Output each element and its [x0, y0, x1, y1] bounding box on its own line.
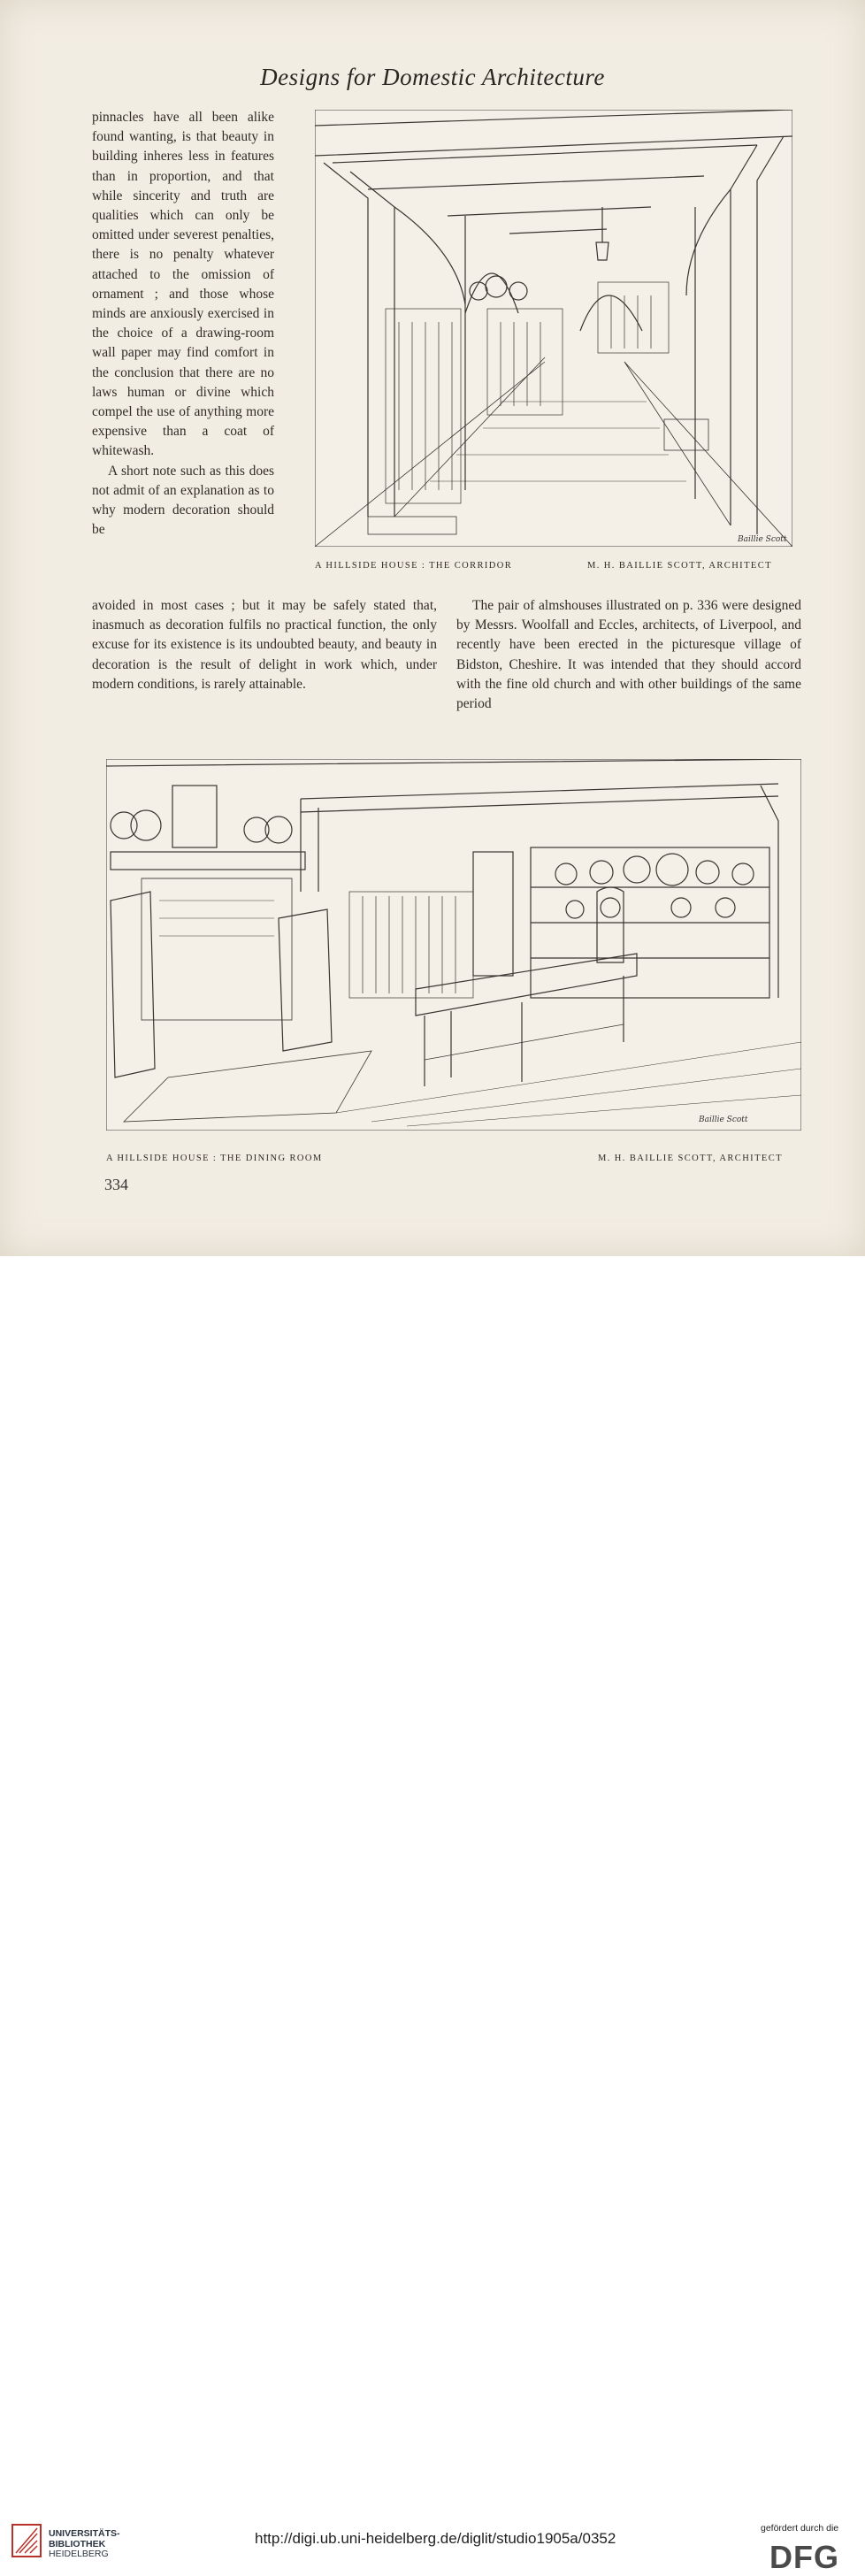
right-text-column — [456, 596, 801, 714]
dining-room-caption-architect: M. H. BAILLIE SCOTT, ARCHITECT — [598, 1154, 783, 1163]
corridor-illustration — [315, 110, 792, 547]
scanned-page — [0, 0, 865, 1256]
sponsor-note: gefördert durch die — [761, 2523, 839, 2534]
paragraph: The pair of almshouses illustrated on p. 336 were designed by Messrs. Woolfall and Eccles, architects, of Liverpool, and recently have been erected in the picturesque village of Bidston, Cheshire. It was intended that they should accord with the fine old church and with other buildings of the same period — [456, 598, 801, 712]
footer-bar — [0, 1256, 865, 2575]
library-logo-icon — [11, 2523, 42, 2558]
corridor-caption-title: A HILLSIDE HOUSE : THE CORRIDOR — [315, 561, 513, 571]
paragraph: A short note such as this does not admit of an explanation as to why modern decoration should be — [92, 463, 274, 538]
page-number: 334 — [104, 1176, 128, 1193]
paragraph: pinnacles have all been alike found wanting, is that beauty in building inheres less in features than in proportion, and that while sincerity and truth are qualities which can only be omitted under severest penalties, there is no penalty whatever attached to the omission of ornament ; and those whose minds are anxiously exercised in the choice of a drawing-room wall paper may find comfort in the conclusion that there are no laws human or divine which compel the use of anything more expensive than a coat of whitewash. — [92, 110, 274, 459]
dining-room-caption-title: A HILLSIDE HOUSE : THE DINING ROOM — [106, 1154, 323, 1163]
dining-room-illustration — [106, 759, 801, 1131]
left-text-column — [92, 596, 437, 694]
source-url-link[interactable]: http://digi.ub.uni-heidelberg.de/diglit/studio1905a/0352 — [255, 2530, 616, 2547]
library-name: UNIVERSITÄTS- BIBLIOTHEK HEIDELBERG — [49, 2528, 120, 2559]
narrow-text-column — [92, 108, 274, 540]
dfg-logo: DFG — [769, 2539, 839, 2575]
corridor-signature: Baillie Scott — [738, 535, 787, 544]
dining-room-signature: Baillie Scott — [699, 1116, 748, 1124]
paragraph: avoided in most cases ; but it may be safely stated that, inasmuch as decoration fulfils no practical function, the only excuse for its existence is its undoubted beauty, and beauty in decoration is the result of delight in work which, under modern conditions, is rarely attainable. — [92, 598, 437, 692]
corridor-caption-architect: M. H. BAILLIE SCOTT, ARCHITECT — [587, 561, 772, 571]
running-title: Designs for Domestic Architecture — [260, 64, 605, 90]
